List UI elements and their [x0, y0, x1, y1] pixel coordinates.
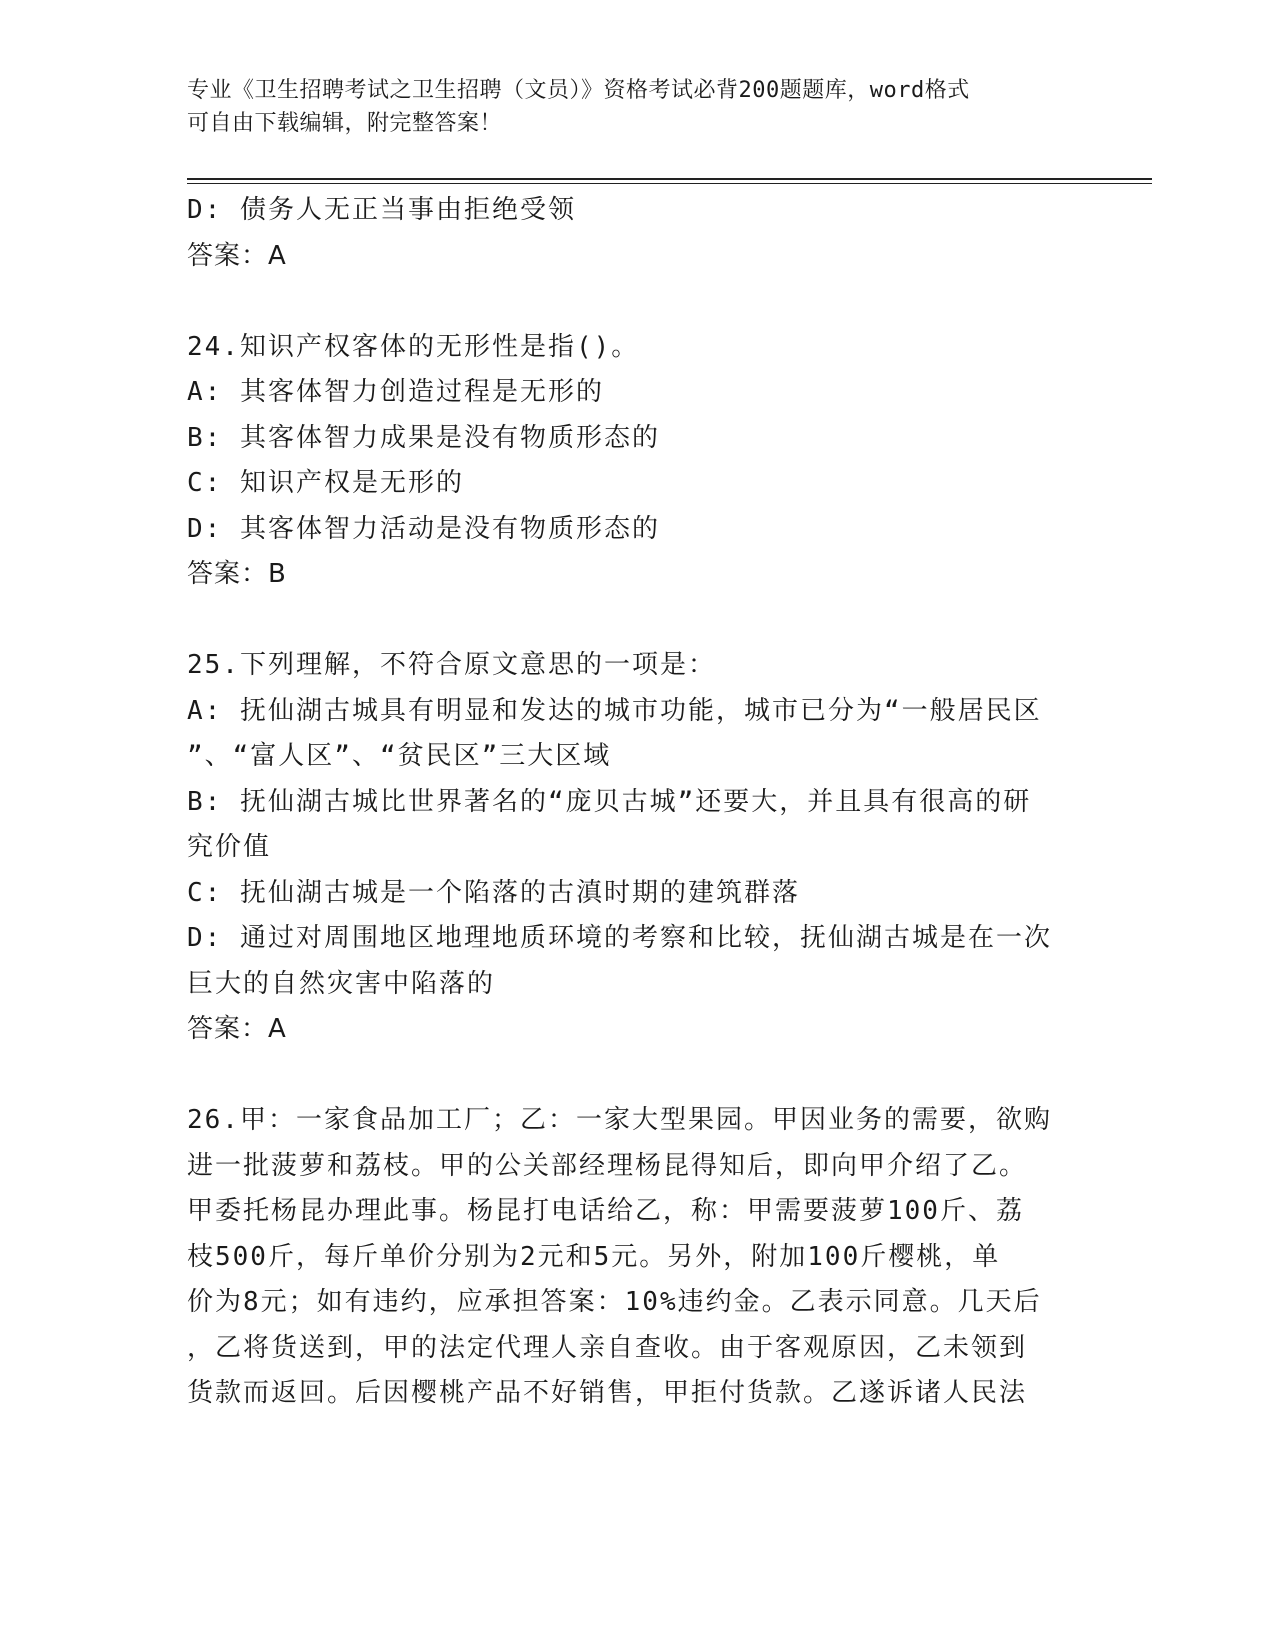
q25-option-a-line-1: A: 抚仙湖古城具有明显和发达的城市功能，城市已分为“一般居民区: [187, 695, 1042, 726]
q25-option-d-line-2: 巨大的自然灾害中陷落的: [187, 968, 496, 999]
q26-text-line-6: ，乙将货送到，甲的法定代理人亲自查收。由于客观原因，乙未领到: [187, 1332, 1028, 1363]
q24-answer: 答案：B: [187, 559, 287, 589]
q25-answer: 答案：A: [187, 1014, 287, 1044]
spacer: [187, 279, 1087, 325]
q25-option-a-line-2: ”、“富人区”、“贫民区”三大区域: [187, 741, 612, 771]
q26-text-line-3: 甲委托杨昆办理此事。杨昆打电话给乙，称：甲需要菠萝100斤、荔: [187, 1196, 1024, 1226]
q23-option-d: D: 债务人无正当事由拒绝受领: [187, 195, 576, 225]
question-25: [187, 643, 1087, 1053]
q26-text-line-4: 枝500斤，每斤单价分别为2元和5元。另外，附加100斤樱桃，单: [187, 1241, 1001, 1272]
q24-option-a: A: 其客体智力创造过程是无形的: [187, 377, 604, 407]
q25-option-c: C: 抚仙湖古城是一个陷落的古滇时期的建筑群落: [187, 877, 800, 908]
q26-text-line-1: 26.甲：一家食品加工厂；乙：一家大型果园。甲因业务的需要，欲购: [187, 1105, 1052, 1135]
document-body: [187, 188, 1087, 1417]
q25-stem: 25.下列理解，不符合原文意思的一项是：: [187, 650, 716, 680]
q26-text-line-7: 货款而返回。后因樱桃产品不好销售，甲拒付货款。乙遂诉诸人民法: [187, 1378, 1028, 1408]
header-divider-thin: [187, 183, 1152, 184]
header-divider-thick: [187, 178, 1152, 180]
q25-option-d-line-1: D: 通过对周围地区地理地质环境的考察和比较，抚仙湖古城是在一次: [187, 923, 1052, 953]
q24-stem: 24.知识产权客体的无形性是指()。: [187, 331, 640, 362]
q24-option-b: B: 其客体智力成果是没有物质形态的: [187, 422, 660, 453]
q25-option-b-line-1: B: 抚仙湖古城比世界著名的“庞贝古城”还要大，并且具有很高的研: [187, 786, 1032, 817]
q24-option-c: C: 知识产权是无形的: [187, 468, 464, 498]
q26-text-line-5: 价为8元；如有违约，应承担答案：10%违约金。乙表示同意。几天后: [187, 1287, 1042, 1317]
q24-option-d: D: 其客体智力活动是没有物质形态的: [187, 513, 660, 544]
header-title-line-1: 专业《卫生招聘考试之卫生招聘（文员）》资格考试必背200题题库，word格式: [187, 78, 970, 103]
header-title-line-2: 可自由下载编辑，附完整答案！: [187, 111, 503, 136]
question-24: [187, 325, 1087, 598]
document-header: [187, 74, 1067, 140]
question-26: [187, 1098, 1087, 1417]
q23-answer: 答案：A: [187, 240, 287, 271]
question-23-tail: [187, 188, 1087, 279]
spacer: [187, 1053, 1087, 1099]
q25-option-b-line-2: 究价值: [187, 832, 272, 862]
spacer: [187, 598, 1087, 644]
q26-text-line-2: 进一批菠萝和荔枝。甲的公关部经理杨昆得知后，即向甲介绍了乙。: [187, 1150, 1028, 1181]
